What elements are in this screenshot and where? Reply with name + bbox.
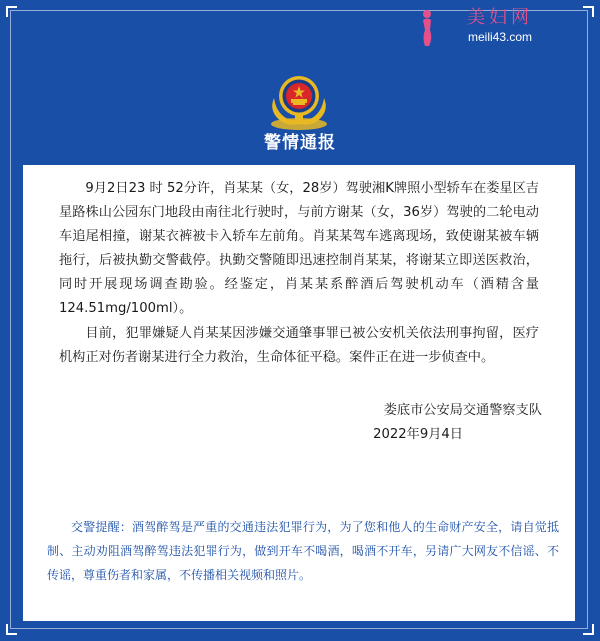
issuing-authority: 娄底市公安局交通警察支队 xyxy=(383,403,542,418)
police-emblem-icon xyxy=(264,68,334,134)
frame-corner xyxy=(583,624,594,635)
notice-paragraph-status: 目前，犯罪嫌疑人肖某某因涉嫌交通肇事罪已被公安机关依法刑事拘留，医疗机构正对伤者谢某进行全力救治，生命体征平稳。案件正在进一步侦查中。 xyxy=(59,326,539,365)
frame-corner xyxy=(6,6,17,17)
lady-silhouette-icon xyxy=(418,8,436,48)
notice-card xyxy=(23,165,575,621)
watermark-brand: 美妇网 xyxy=(467,7,533,28)
watermark-url: meili43.com xyxy=(467,30,533,44)
notice-paragraph-incident: 9月2日23 时 52分许，肖某某（女，28岁）驾驶湘K牌照小型轿车在娄星区吉星路株山公园东门地段由南往北行驶时，与前方谢某（女，36岁）驾驶的二轮电动车追尾相撞，谢某衣裤被卡入轿车左前角。肖某某驾车逃离现场，致使谢某被车辆拖行，后被执勤交警截停。执勤交警随即迅速控制肖某某，将谢某立即送医救治，同时开展现场调查勘验。经鉴定，肖某某系醉酒后驾驶机动车（酒精含量124.51mg/100ml）。 xyxy=(59,181,539,316)
traffic-police-reminder: 交警提醒：酒驾醉驾是严重的交通违法犯罪行为，为了您和他人的生命财产安全，请自觉抵制、主动劝阻酒驾醉驾违法犯罪行为，做到开车不喝酒，喝酒不开车，另请广大网友不信谣、不传谣，尊重伤者和家属，不传播相关视频和照片。 xyxy=(47,520,559,582)
frame-corner xyxy=(583,6,594,17)
issue-date: 2022年9月4日 xyxy=(373,427,463,442)
site-watermark xyxy=(440,6,560,44)
frame-corner xyxy=(6,624,17,635)
page-title: 警情通报 xyxy=(264,133,336,153)
